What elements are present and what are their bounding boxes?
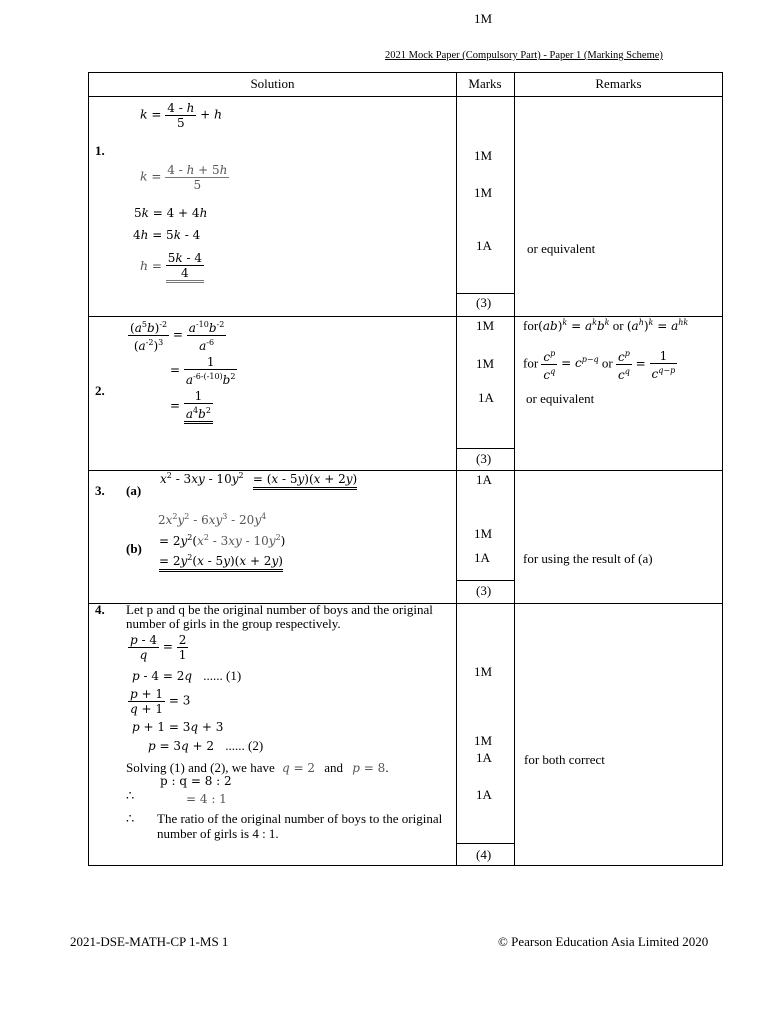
- question-number: 2.: [95, 383, 105, 398]
- q4-eq-1: p - 4 = 2q ...... (1): [132, 668, 242, 683]
- subtotal-divider: [456, 293, 514, 294]
- q2-remark-1-or: or: [612, 318, 624, 333]
- column-divider: [514, 73, 515, 865]
- column-divider: [456, 73, 457, 865]
- q2-line-2: = $\frac{1}{a^{-6-(-10)}b^2}$: [170, 355, 236, 387]
- q1-line-3: 5k = 4 + 4h: [134, 206, 208, 220]
- q3-b-line-2: = $2y^2(x^2 - 3xy - 10y^2)$: [159, 533, 286, 548]
- q4-eq-2: p = 3q + 2 ...... (2): [148, 738, 264, 753]
- q1-total: (3): [476, 295, 492, 310]
- document-header: 2021 Mock Paper (Compulsory Part) - Paper 1 (Marking Scheme): [385, 50, 663, 61]
- top-marker: 1M: [474, 11, 493, 26]
- q3-remark: for using the result of (a): [523, 551, 653, 566]
- q3-part-a: (a): [126, 483, 142, 498]
- q2-remark-1: $for(ab)^k = a^kb^k$ or $(a^h)^k = a^{hk}$: [523, 318, 689, 333]
- q4-therefore-2: ∴: [126, 811, 135, 826]
- q4-eq-ratio: $\frac{p - 4}{q}$ = $\frac{2}{1}$: [130, 633, 187, 662]
- q4-ratio-2: = 4 : 1: [186, 792, 227, 806]
- q1-mark-2: 1M: [474, 185, 493, 200]
- q2-remark-3: or equivalent: [526, 391, 595, 406]
- q4-solving-line: Solving (1) and (2), we have q = 2 and p = 8.: [126, 760, 389, 775]
- row-divider: [89, 316, 722, 317]
- footer-paper-code: 2021-DSE-MATH-CP 1-MS 1: [70, 934, 229, 949]
- q1-mark-3: 1A: [476, 238, 492, 253]
- q4-eq-plus: $\frac{p + 1}{q + 1}$ = 3: [130, 687, 191, 716]
- q2-remark-2-prefix: for: [523, 355, 539, 371]
- q2-mark-1: 1M: [476, 318, 495, 333]
- q4-conclusion-line-1: The ratio of the original number of boys to the original: [157, 811, 443, 826]
- question-number: 1.: [95, 143, 105, 158]
- q2-line-3: = $\frac{1}{a^4b^2}$: [170, 389, 213, 424]
- subtotal-divider: [456, 580, 514, 581]
- q4-intro-line-1: Let p and q be the original number of boys and the original: [126, 602, 433, 617]
- q3-total: (3): [476, 583, 492, 598]
- q4-mark-4: 1A: [476, 787, 492, 802]
- q4-total: (4): [476, 847, 492, 862]
- q4-mark-2: 1M: [474, 733, 493, 748]
- q4-eq-1-tag: ...... (1): [203, 668, 242, 683]
- q4-eq-expand: p + 1 = 3q + 3: [132, 720, 224, 734]
- question-number: 4.: [95, 602, 105, 617]
- question-number: 3.: [95, 483, 105, 498]
- q2-line-1: $\frac{(a^5b)^{-2}}{(a^{-2})^3}$ = $\frac{a^{-10}b^{-2}}{a^{-6}}$: [130, 320, 225, 353]
- column-header-solution: Solution: [250, 76, 295, 91]
- q2-total: (3): [476, 451, 492, 466]
- q3-part-b: (b): [126, 541, 142, 556]
- subtotal-divider: [456, 448, 514, 449]
- q2-remark-2: for $\frac{c^p}{c^q}$ = $c^{p-q}$ or $\frac{c^p}{c^q}$ = $\frac{1}{c^{q-p}}$: [523, 348, 676, 382]
- q4-conclusion-line-2: number of girls is 4 : 1.: [157, 826, 279, 841]
- subtotal-divider: [456, 843, 514, 844]
- q4-mark-1: 1M: [474, 664, 493, 679]
- q1-line-1: k = $\frac{4 - h}{5}$ + h: [140, 101, 223, 130]
- q1-line-5: h = $\frac{5k - 4}{4}$: [140, 251, 204, 283]
- q1-line-2: k = $\frac{4 - h + 5h}{5}$: [140, 163, 228, 192]
- column-header-remarks: Remarks: [595, 76, 642, 91]
- q3-mark-1: 1A: [476, 472, 492, 487]
- q3-mark-2: 1M: [474, 526, 493, 541]
- header-divider: [89, 96, 722, 97]
- q3-a-line: $x^2 - 3xy - 10y^2 = (x - 5y)(x + 2y)$: [160, 471, 357, 487]
- q4-ratio-1: p : q = 8 : 2: [160, 774, 232, 788]
- q3-b-line-3: = $2y^2(x - 5y)(x + 2y)$: [159, 553, 283, 568]
- q3-b-line-1: $2x^2y^2 - 6xy^3 - 20y^4$: [158, 512, 267, 527]
- footer-copyright: © Pearson Education Asia Limited 2020: [498, 934, 709, 949]
- q1-mark-1: 1M: [474, 148, 493, 163]
- q4-mark-3: 1A: [476, 750, 492, 765]
- q4-eq-2-tag: ...... (2): [225, 738, 264, 753]
- q4-therefore-1: ∴: [126, 788, 135, 803]
- q1-remark: or equivalent: [527, 241, 596, 256]
- q4-intro-line-2: number of girls in the group respectively.: [126, 616, 341, 631]
- q2-mark-3: 1A: [478, 390, 494, 405]
- q3-mark-3: 1A: [474, 550, 490, 565]
- q4-remark: for both correct: [524, 752, 605, 767]
- q4-solving-prefix: Solving (1) and (2), we have: [126, 760, 275, 775]
- q2-mark-2: 1M: [476, 356, 495, 371]
- column-header-marks: Marks: [468, 76, 502, 91]
- q2-remark-2-or: or: [601, 355, 613, 371]
- q4-solving-and: and: [324, 760, 344, 775]
- q1-line-4: 4h = 5k - 4: [133, 228, 201, 242]
- q2-remark-1-prefix: for: [523, 318, 539, 333]
